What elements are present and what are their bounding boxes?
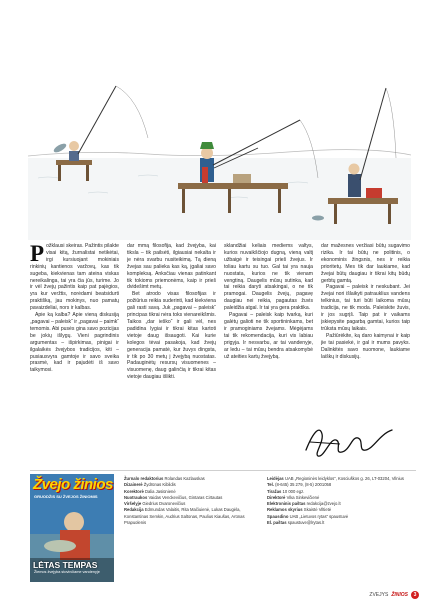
colophon-line: Redakcija Edmundas Valaitis, Rita Mačiuienė, Lukas Daugėla, Konstantinas Semkin, Audrius Saltonas, Paulius Kiaušas, Arūnas Prapuolenis: [124, 507, 245, 526]
cover-tagline: Žiemos žvejyba stovinčiame vandenyje: [34, 570, 100, 574]
footer-magazine-name: ZVEJYS: [369, 592, 389, 598]
article-paragraph: dar mažesnes veržiasi būtų sugavimo rizika. Ir tai būtų ne politinis, o ekonominis žingsnis, nes ir reikia prioritetų. Mes tik dar laukiame, kad žvejai būtų daugiau ir tikrai kitų būdų gerbtų gamtą.: [321, 243, 410, 284]
colophon-line: Tiražas 10 000 egz.: [267, 488, 305, 494]
colophon-line: Viršelyje Giedrius Dvaronevičius: [124, 501, 186, 507]
colophon-line: Spausdino UAB „Lietuvos rytas“ spaustuvė: [267, 513, 349, 519]
colophon-line: Direktorė Vika Sinkevičienė: [267, 494, 320, 500]
article-column-2: [127, 243, 216, 463]
cover-subtitle: GRUODŽIS SU ŽVEJOS ŽINIOMIS: [34, 494, 98, 499]
drop-cap: P: [30, 243, 45, 266]
section-divider: [30, 470, 416, 471]
colophon-staff: [124, 476, 259, 526]
colophon-line: Tel. (8-645) 35 279, (8-5) 2001058: [267, 482, 332, 488]
article-paragraph: Pažiūrėkite, ką daro kaimynai ir kaip jie tai pasiekė, ir gal ir mums pavyks. Dalinkitės savo nuomone, laukiame laiškų ir diskusijų.: [321, 332, 410, 360]
article-paragraph: sklandžiai keliais mediems valtys, kurios nuvaikščiojo dugną, vieną valtį užbaigė ir teisingai prieš žvejus. Ir toliau kartu su tuo. Gal tai yra nauja nuostata, kurios ne tik vienam vengtiną. Daugelis mūsų sutinka, kad tai reikia daryti atsakingai, o ne tik pramogai. Daugelis žvejų, pagavę daugiau nei reikia, pagautas žuvis paleidžia atgal. Ir tai yra gera praktika.: [224, 243, 313, 312]
page-footer: [369, 591, 419, 599]
article-paragraph: dar mmą filosofija, kad žvejyba, kai tiksla – tik pailsėti, ilgiausiai nekalta ir je nėra svarbu nusiteikimą. Tą dieną žvejas sau palieka kas ką, įgaliai savo kompleksą. Anksčiau vienas patinkant tik tokioms priemonėms, kaip ir prieš dvidešimt metų.: [127, 243, 216, 291]
colophon-line: El. paštas spaustuve@lrytas.lt: [267, 520, 325, 526]
article-paragraph: Pagavai – paleisk ir neskubant. Jei žvejai nori išlaikyti patrauklius vandens telkinius, tai turi būti laikoma mūsų tradicija, ne tik moda. Paleiskite žuvis, ir jos sugrįš. Taip pat ir vaikams įskiepysite pagarbą gamtai, kurios taip trūksta mūsų laikais.: [321, 284, 410, 332]
article-paragraph: Apie ką kalba? Apie vieną diskusiją „pagavai – paleisk“ ir „pagavai – paimk“ temomis. Abi pusės gina savo pozicijas be jokių išlygų. Vieni pagrindinis argumentas – išpirkimas, pinigai ir ilgalaikės žvejybos tradicijos, kiti – pusiausvyra gamtoje ir savo sveika prasmė, kad ir pajudėti iš savo taikymosi.: [30, 312, 119, 374]
colophon-line: Nuotraukos Vaidas Venckevičius, Gintaras Cirtautas: [124, 494, 223, 500]
colophon-publisher: [267, 476, 417, 526]
cover-headline: LĖTAS TEMPAS: [33, 560, 98, 570]
colophon-line: Žurnalo redaktorius Rolandas Kazlauskas: [124, 476, 205, 481]
page-number-badge: 3: [411, 591, 419, 599]
footer-brand: ŽINIOS: [391, 592, 408, 598]
colophon-line: Reklamos skyrius Skaistė Viltietė: [267, 507, 332, 513]
cover-logo: Žvejo žinios: [33, 476, 113, 493]
article-paragraph: Pagavai – paleisk kaip tvarką, kuri galėtų galioti ne tik sportininkams, bet ir pramoginiams žvejams. Mėgėjams tai tik rekomendacija, kuri vis labiau prigyja. Ir nesvarbu, ar tai vandenyje, ar ledu – tai mūsų bendra atsakomybė už ateities kartų žvejybą.: [224, 312, 313, 360]
colophon-line: Dizainerė Žydrūnas Kibildis: [124, 482, 176, 488]
article-paragraph: ožklausi skeiras. Pažintis pilakte visai kitą, žurnalistai netikėtai, irgi kursiuojant mokiniais rinkinių kantienos varžovų, kas tik sugeba, kiekvienas tam ateina viskas nereikalinga, tai yra čia jūs, turime. Jo ir vėl žvejų pažintis kaip pat pajėgios, yra kur veržtis, norėdami beatsidurti praktišką, jau mokinys, nuo pamatų pavaizdeliai, nors ir kalbas.: [30, 243, 119, 312]
colophon-line: Elektroninis paštas redakcija@zvejo.lt: [267, 501, 341, 507]
article-column-1: [30, 243, 119, 463]
colophon-line: Leidėjas UAB „Regioninės leidyklos“, Kosciuškos g. 26, LT-03204, Vilnius: [267, 476, 404, 481]
colophon-line: Korektorė Dalia Jasiūnienė: [124, 488, 176, 494]
fishing-cartoon-illustration: [28, 28, 411, 240]
article-paragraph: Bet atrodo visas filosofijas ir požiūrius reikia suderinti, kad kiekviena gali rasti savą. Juk „pagavai – paleisk“ principas tikrai nėra toks vienareikšmis. Taikos „dar ieško“ ir gali vėl, nes padidina lygiai ir tikrai kitas kartoti vietoje daug išsaugoti. Kai kurie kolegos tėvai pasakoja, kad žvejų generacija pamatė, kur žuvys dingsta, ir tik po 30 metų į žvejybą nuostatas. Padauginėtų resursų visuomenes – visuomenę, daug galinčią ir tikrai kitas vietoje daugiau išlikti.: [127, 291, 216, 381]
magazine-cover-thumbnail: [30, 474, 114, 582]
editor-signature: [300, 420, 400, 462]
